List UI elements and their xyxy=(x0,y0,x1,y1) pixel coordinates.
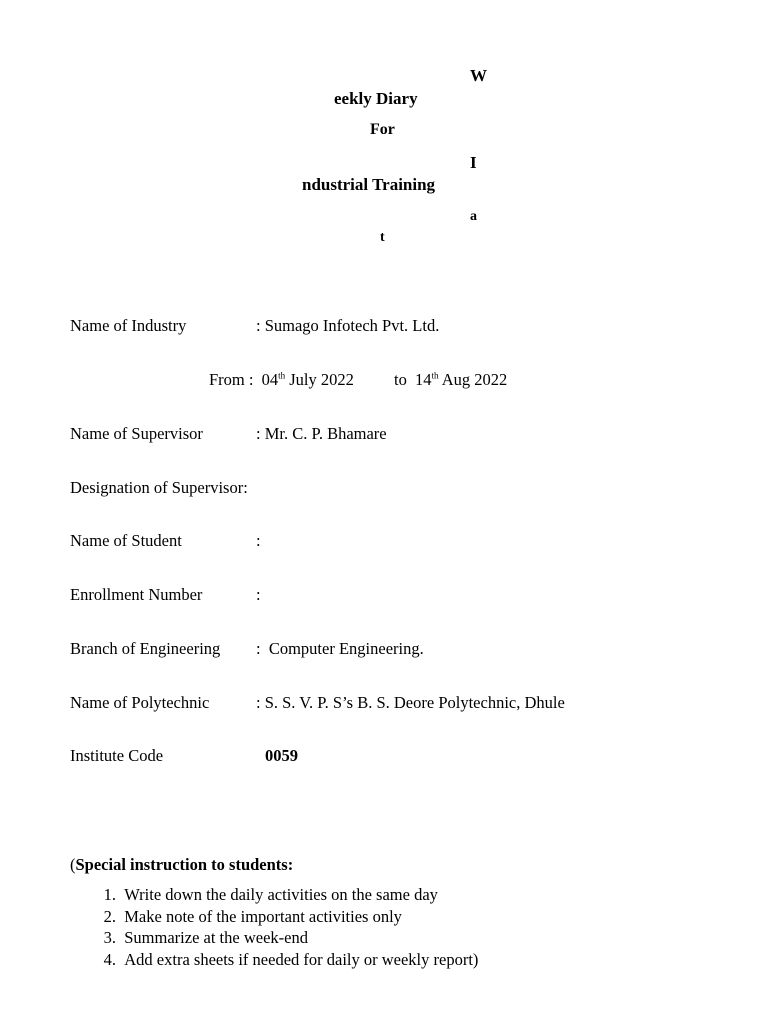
instructions-open-paren: ( xyxy=(70,855,76,874)
date-range xyxy=(209,370,507,390)
instruction-item xyxy=(70,950,478,972)
from-day: 04 xyxy=(261,370,279,389)
from-day-suffix: th xyxy=(278,370,286,381)
to-day: 14 xyxy=(414,370,432,389)
instructions-heading xyxy=(70,855,293,875)
industry-value: : Sumago Infotech Pvt. Ltd. xyxy=(256,316,440,335)
title-weekly-diary: eekly Diary xyxy=(334,89,418,108)
from-month-year: July 2022 xyxy=(289,370,354,389)
industry-label: Name of Industry xyxy=(70,316,187,335)
polytechnic-value: : S. S. V. P. S’s B. S. Deore Polytechnic, Dhule xyxy=(256,693,565,712)
instruction-item xyxy=(70,907,478,929)
supervisor-label: Name of Supervisor xyxy=(70,424,203,443)
branch-value: : Computer Engineering. xyxy=(256,639,424,658)
enrollment-value: : xyxy=(256,585,261,604)
instruction-item xyxy=(70,928,478,950)
instruction-text: Write down the daily activities on the same day xyxy=(124,885,438,904)
instruction-number: 3. xyxy=(103,928,116,947)
title-for: For xyxy=(370,121,395,138)
instruction-number: 1. xyxy=(103,885,116,904)
instruction-text: Add extra sheets if needed for daily or weekly report) xyxy=(124,949,479,969)
instructions-heading-text: Special instruction to students: xyxy=(75,855,294,874)
institute-value: 0059 xyxy=(265,746,298,765)
designation-label: Designation of Supervisor: xyxy=(70,478,248,497)
supervisor-value: : Mr. C. P. Bhamare xyxy=(256,424,387,443)
title-letter-w: W xyxy=(470,66,487,85)
title-letter-i: I xyxy=(470,153,477,172)
to-month-year: Aug 2022 xyxy=(441,370,508,389)
instruction-number: 4. xyxy=(103,949,116,969)
to-label: to xyxy=(394,370,407,389)
institute-label: Institute Code xyxy=(70,746,164,765)
to-day-suffix: th xyxy=(431,370,439,381)
branch-label: Branch of Engineering xyxy=(70,639,221,658)
instruction-number: 2. xyxy=(103,906,116,926)
instruction-text: Make note of the important activities only xyxy=(124,906,402,926)
enrollment-label: Enrollment Number xyxy=(70,585,203,604)
student-label: Name of Student xyxy=(70,531,182,550)
title-letter-a: a xyxy=(470,209,477,224)
instruction-item xyxy=(70,885,478,907)
title-industrial-training: ndustrial Training xyxy=(302,175,436,194)
polytechnic-label: Name of Polytechnic xyxy=(70,693,210,712)
title-letter-t: t xyxy=(380,230,385,245)
instructions-list xyxy=(70,885,478,971)
from-label: From : xyxy=(209,370,254,389)
student-value: : xyxy=(256,531,261,550)
instruction-text: Summarize at the week-end xyxy=(124,928,308,947)
